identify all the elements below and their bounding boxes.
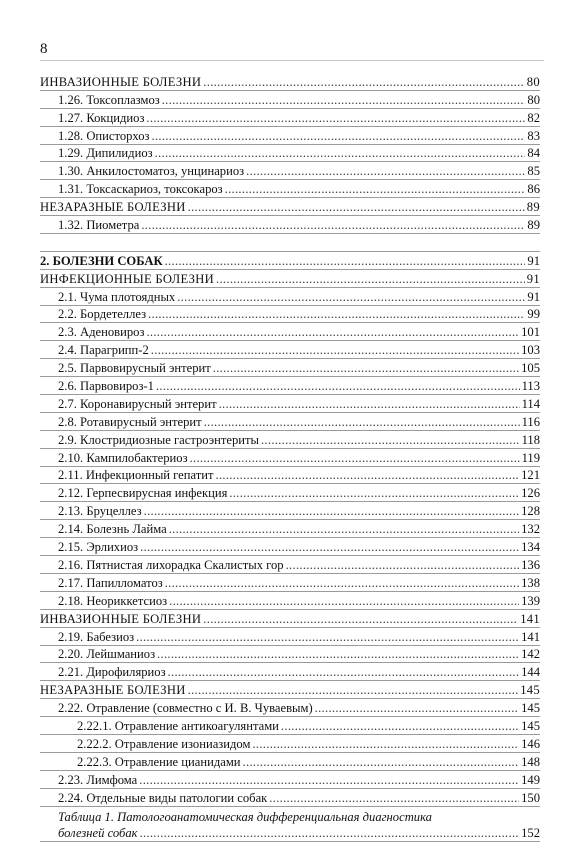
toc-entry[interactable] <box>40 574 540 592</box>
dot-leader <box>269 791 519 805</box>
toc-entry-title: 2.9. Клостридиозные гастроэнтериты <box>58 432 259 447</box>
toc-entry-section[interactable] <box>40 73 540 91</box>
toc-entry[interactable] <box>40 306 540 324</box>
toc-entry[interactable] <box>40 91 540 109</box>
toc-entry[interactable] <box>40 431 540 449</box>
dot-leader <box>152 129 526 143</box>
toc-entry[interactable] <box>40 663 540 681</box>
toc-entry-page: 148 <box>521 754 540 769</box>
toc-entry-title: 1.31. Токсаскариоз, токсокароз <box>58 182 223 197</box>
toc-entry[interactable] <box>40 771 540 789</box>
dot-leader <box>155 146 526 160</box>
toc-entry-title: болезней собак <box>58 826 138 841</box>
toc-entry-page: 128 <box>521 504 540 519</box>
toc-entry-page: 84 <box>527 146 540 161</box>
dot-leader <box>165 254 526 268</box>
toc-entry-page: 150 <box>521 790 540 805</box>
toc-entry-page: 99 <box>527 307 540 322</box>
dot-leader <box>229 486 519 500</box>
toc-entry[interactable] <box>40 502 540 520</box>
dot-leader <box>139 773 519 787</box>
toc-entry-section[interactable] <box>40 198 540 216</box>
dot-leader <box>204 415 520 429</box>
toc-entry-title: ИНВАЗИОННЫЕ БОЛЕЗНИ <box>40 611 202 626</box>
toc-entry-title: 2.16. Пятнистая лихорадка Скалистых гор <box>58 557 284 572</box>
toc-entry-page: 80 <box>526 74 540 89</box>
toc-entry-page: 91 <box>526 271 540 286</box>
dot-leader <box>136 630 519 644</box>
dot-leader <box>156 379 520 393</box>
toc-entry-title: НЕЗАРАЗНЫЕ БОЛЕЗНИ <box>40 683 186 698</box>
toc-entry-title: 2.4. Парагрипп-2 <box>58 343 149 358</box>
dot-leader <box>216 272 525 286</box>
dot-leader <box>225 182 526 196</box>
toc-entry-page: 91 <box>527 253 540 268</box>
toc-entry-title: 1.30. Анкилостоматоз, унцинариоз <box>58 164 245 179</box>
toc-entry[interactable] <box>40 145 540 163</box>
dot-leader <box>188 683 519 697</box>
toc-entry[interactable] <box>40 323 540 341</box>
toc-entry-title: 2.2. Бордетеллез <box>58 307 147 322</box>
toc-entry-title: 2.22. Отравление (совместно с И. В. Чуваевым) <box>58 701 313 716</box>
dot-leader <box>219 397 520 411</box>
toc-entry[interactable] <box>40 341 540 359</box>
toc-entry-title: 2. БОЛЕЗНИ СОБАК <box>40 253 163 268</box>
toc-entry-title: НЕЗАРАЗНЫЕ БОЛЕЗНИ <box>40 200 186 215</box>
dot-leader <box>140 826 520 840</box>
toc-entry[interactable] <box>40 413 540 431</box>
toc-entry-title: ИНФЕКЦИОННЫЕ БОЛЕЗНИ <box>40 271 215 286</box>
toc-entry[interactable] <box>40 699 540 717</box>
toc-entry-page: 89 <box>526 200 540 215</box>
dot-leader <box>203 75 525 89</box>
toc-entry[interactable] <box>40 180 540 198</box>
toc-entry-page: 134 <box>521 540 540 555</box>
dot-leader <box>252 737 519 751</box>
toc-entry-title: 2.22.3. Отравление цианидами <box>77 754 241 769</box>
toc-entry-page: 82 <box>527 110 540 125</box>
toc-entry-page: 103 <box>521 343 540 358</box>
toc-entry[interactable] <box>40 109 540 127</box>
toc-entry-section[interactable] <box>40 681 540 699</box>
toc-entry-title: 2.8. Ротавирусный энтерит <box>58 414 202 429</box>
toc-entry-page: 114 <box>521 396 540 411</box>
toc-entry-title: 2.18. Неориккетсиоз <box>58 593 168 608</box>
dot-leader <box>203 612 518 626</box>
dot-leader <box>261 433 520 447</box>
toc-entry-page: 85 <box>527 164 540 179</box>
toc-entry-title: 2.1. Чума плотоядных <box>58 289 176 304</box>
toc-entry-title: 2.13. Бруцеллез <box>58 504 142 519</box>
toc-entry-page: 80 <box>527 92 540 107</box>
toc-entry-title: 2.20. Лейшманиоз <box>58 647 156 662</box>
dot-leader <box>190 451 520 465</box>
toc-entry-page: 116 <box>521 414 540 429</box>
toc-entry-page: 113 <box>521 379 540 394</box>
toc-entry-title: 2.15. Эрлихиоз <box>58 540 139 555</box>
toc-entry-page: 105 <box>521 361 540 376</box>
toc-entry[interactable] <box>40 789 540 807</box>
page-number: 8 <box>40 41 48 57</box>
toc-entry-page: 146 <box>521 736 540 751</box>
toc-entry[interactable] <box>40 359 540 377</box>
dot-leader <box>168 665 520 679</box>
table-of-contents <box>40 73 540 842</box>
toc-entry-page: 101 <box>521 325 540 340</box>
toc-entry-title: 2.5. Парвовирусный энтерит <box>58 361 211 376</box>
toc-entry-title: ИНВАЗИОННЫЕ БОЛЕЗНИ <box>40 74 202 89</box>
toc-entry-page: 152 <box>521 826 540 841</box>
dot-leader <box>243 755 520 769</box>
dot-leader <box>151 343 519 357</box>
dot-leader <box>140 540 519 554</box>
toc-entry-page: 121 <box>521 468 540 483</box>
toc-entry[interactable] <box>40 377 540 395</box>
toc-entry-title: 2.10. Кампилобактериоз <box>58 450 188 465</box>
toc-entry-table[interactable] <box>40 824 540 842</box>
toc-entry-title: 2.7. Коронавирусный энтерит <box>58 396 217 411</box>
toc-entry-page: 86 <box>527 182 540 197</box>
toc-entry-title: 1.28. Описторхоз <box>58 128 150 143</box>
dot-leader <box>169 594 519 608</box>
toc-entry[interactable] <box>40 288 540 306</box>
toc-entry-page: 149 <box>521 772 540 787</box>
toc-entry-title: 2.23. Лимфома <box>58 772 138 787</box>
toc-entry[interactable] <box>40 449 540 467</box>
toc-entry-title: 2.14. Болезнь Лайма <box>58 522 167 537</box>
toc-entry-page: 118 <box>521 432 540 447</box>
dot-leader <box>246 164 525 178</box>
toc-entry-title: 2.11. Инфекционный гепатит <box>58 468 214 483</box>
toc-entry-page: 141 <box>520 611 540 626</box>
toc-entry-page: 136 <box>521 557 540 572</box>
toc-entry[interactable] <box>40 484 540 502</box>
toc-entry-sub[interactable] <box>40 735 540 753</box>
toc-entry-page: 141 <box>521 629 540 644</box>
dot-leader <box>188 200 525 214</box>
toc-entry-page: 83 <box>527 128 540 143</box>
toc-entry-page: 132 <box>521 522 540 537</box>
toc-entry[interactable] <box>40 592 540 610</box>
toc-entry-page: 138 <box>521 575 540 590</box>
toc-entry[interactable] <box>40 520 540 538</box>
dot-leader <box>216 468 520 482</box>
toc-entry-page: 145 <box>521 701 540 716</box>
dot-leader <box>169 522 519 536</box>
toc-entry-page: 126 <box>521 486 540 501</box>
toc-entry-sub[interactable] <box>40 717 540 735</box>
dot-leader <box>177 290 525 304</box>
toc-entry-title: 2.17. Папилломатоз <box>58 575 163 590</box>
toc-entry-title: 1.29. Дипилидиоз <box>58 146 153 161</box>
toc-entry-page: 139 <box>521 593 540 608</box>
toc-entry-title: 1.32. Пиометра <box>58 218 140 233</box>
toc-entry-title: 2.12. Герпесвирусная инфекция <box>58 486 228 501</box>
toc-entry-title: 1.27. Кокцидиоз <box>58 110 145 125</box>
toc-entry[interactable] <box>40 162 540 180</box>
toc-entry[interactable] <box>40 216 540 234</box>
dot-leader <box>162 93 526 107</box>
toc-entry-title: 2.3. Аденовироз <box>58 325 145 340</box>
toc-entry[interactable] <box>40 395 540 413</box>
toc-entry-page: 91 <box>527 289 540 304</box>
toc-entry[interactable] <box>40 646 540 664</box>
toc-entry-title: 2.6. Парвовироз-1 <box>58 379 154 394</box>
toc-entry-section[interactable] <box>40 610 540 628</box>
dot-leader <box>148 307 525 321</box>
dot-leader <box>286 558 520 572</box>
toc-entry-section[interactable] <box>40 270 540 288</box>
toc-entry-page: 119 <box>521 450 540 465</box>
toc-entry[interactable] <box>40 628 540 646</box>
toc-entry-title: 2.22.2. Отравление изониазидом <box>77 736 251 751</box>
toc-entry[interactable] <box>40 467 540 485</box>
toc-table-title-line1: Таблица 1. Патологоанатомическая дифференциальная диагностика <box>58 809 432 824</box>
toc-entry-page: 145 <box>520 683 540 698</box>
toc-entry-title: 2.21. Дирофиляриоз <box>58 665 166 680</box>
toc-entry-page: 142 <box>521 647 540 662</box>
toc-entry-sub[interactable] <box>40 753 540 771</box>
spacer <box>40 234 540 252</box>
toc-entry-page: 89 <box>527 218 540 233</box>
dot-leader <box>146 111 525 125</box>
toc-entry-title: 2.22.1. Отравление антикоагулянтами <box>77 718 279 733</box>
toc-entry-title: 2.19. Бабезиоз <box>58 629 135 644</box>
toc-entry[interactable] <box>40 127 540 145</box>
toc-entry[interactable] <box>40 556 540 574</box>
dot-leader <box>157 647 519 661</box>
dot-leader <box>141 218 525 232</box>
toc-entry-title: 2.24. Отдельные виды патологии собак <box>58 790 268 805</box>
dot-leader <box>146 325 519 339</box>
dot-leader <box>315 701 519 715</box>
toc-entry[interactable] <box>40 538 540 556</box>
toc-entry-page: 144 <box>521 665 540 680</box>
header-rule <box>40 60 544 61</box>
toc-entry-title: 1.26. Токсоплазмоз <box>58 92 160 107</box>
dot-leader <box>281 719 519 733</box>
dot-leader <box>144 504 519 518</box>
dot-leader <box>165 576 519 590</box>
toc-entry-page: 145 <box>521 718 540 733</box>
toc-entry-chapter[interactable] <box>40 252 540 270</box>
dot-leader <box>213 361 519 375</box>
